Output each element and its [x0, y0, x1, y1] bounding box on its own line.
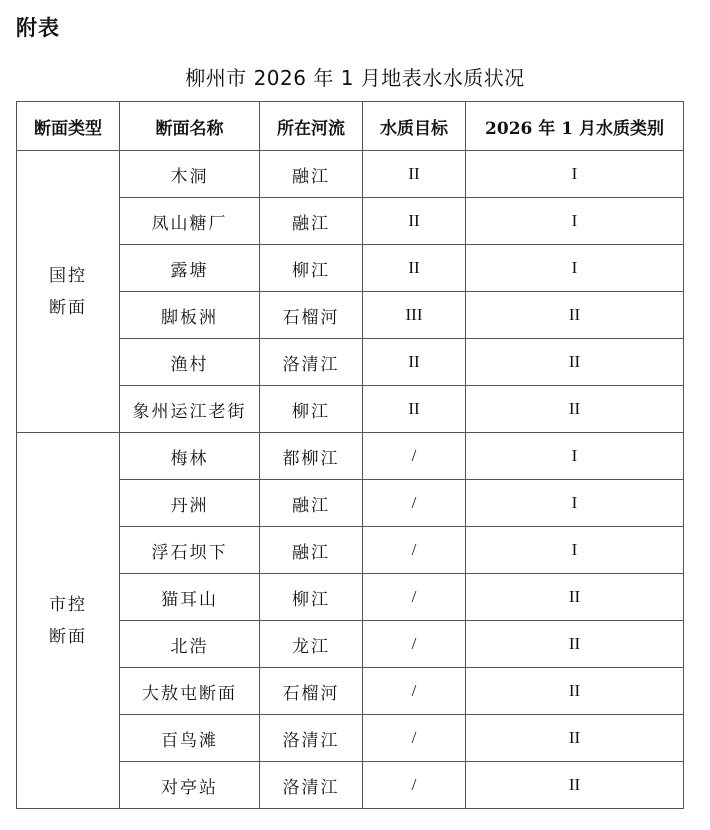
river-cell-text: 柳江 [292, 260, 330, 281]
quality-class-cell: I [466, 433, 684, 480]
river-cell-text: 融江 [292, 495, 330, 516]
section-name-cell [120, 198, 260, 245]
river-cell-text: 洛清江 [282, 354, 340, 375]
river-cell-text: 融江 [292, 213, 330, 234]
target-class-cell: / [363, 574, 466, 621]
section-name-cell-text: 对亭站 [161, 777, 218, 798]
river-cell [260, 621, 363, 668]
target-class-cell: / [363, 762, 466, 809]
river-cell-text: 石榴河 [282, 683, 340, 704]
target-class-cell: II [363, 198, 466, 245]
river-cell [260, 527, 363, 574]
target-class-cell: / [363, 715, 466, 762]
attachment-heading: 附表 [16, 16, 60, 40]
river-cell [260, 339, 363, 386]
section-type-line2: 断面 [49, 297, 87, 318]
section-name-cell [120, 480, 260, 527]
river-cell [260, 198, 363, 245]
section-type-line1: 国控 [49, 265, 87, 286]
quality-class-cell: I [466, 151, 684, 198]
target-class-cell: / [363, 621, 466, 668]
section-name-cell [120, 621, 260, 668]
river-cell [260, 715, 363, 762]
section-name-cell-text: 百鸟滩 [161, 730, 218, 751]
quality-class-cell: I [466, 198, 684, 245]
river-cell-text: 融江 [292, 542, 330, 563]
river-cell [260, 386, 363, 433]
section-name-cell [120, 386, 260, 433]
section-name-cell-text: 露塘 [170, 260, 209, 281]
table-header-row [17, 102, 684, 151]
section-name-cell [120, 433, 260, 480]
section-type-cell [17, 433, 120, 809]
section-name-cell-text: 木洞 [170, 166, 209, 187]
river-cell [260, 151, 363, 198]
river-cell [260, 433, 363, 480]
quality-class-cell: I [466, 527, 684, 574]
section-name-cell [120, 245, 260, 292]
column-header-river: 所在河流 [260, 102, 363, 151]
table-row [17, 433, 684, 480]
table-body [17, 151, 684, 809]
river-cell-text: 石榴河 [282, 307, 340, 328]
target-class-cell: II [363, 386, 466, 433]
river-cell [260, 292, 363, 339]
section-name-cell [120, 715, 260, 762]
section-name-cell [120, 574, 260, 621]
target-class-cell: II [363, 151, 466, 198]
quality-class-cell: I [466, 245, 684, 292]
section-name-cell [120, 339, 260, 386]
quality-class-cell: II [466, 762, 684, 809]
section-name-cell-text: 脚板洲 [161, 307, 218, 328]
quality-class-cell: II [466, 668, 684, 715]
target-class-cell: II [363, 339, 466, 386]
river-cell-text: 洛清江 [282, 730, 340, 751]
quality-class-cell: II [466, 386, 684, 433]
river-cell-text: 融江 [292, 166, 330, 187]
section-name-cell-text: 渔村 [170, 354, 209, 375]
section-name-cell-text: 梅林 [170, 448, 209, 469]
section-type-cell [17, 151, 120, 433]
river-cell [260, 668, 363, 715]
river-cell [260, 245, 363, 292]
column-header-name: 断面名称 [120, 102, 260, 151]
quality-class-cell: I [466, 480, 684, 527]
section-name-cell-text: 象州运江老街 [132, 401, 247, 422]
river-cell-text: 洛清江 [282, 777, 340, 798]
quality-class-cell: II [466, 292, 684, 339]
column-header-class: 2026 年 1 月水质类别 [466, 102, 684, 151]
section-name-cell [120, 292, 260, 339]
table-row [17, 151, 684, 198]
quality-class-cell: II [466, 574, 684, 621]
target-class-cell: / [363, 668, 466, 715]
section-name-cell-text: 北浩 [170, 636, 209, 657]
section-name-cell [120, 762, 260, 809]
target-class-cell: II [363, 245, 466, 292]
column-header-target: 水质目标 [363, 102, 466, 151]
section-type-line1: 市控 [49, 594, 87, 615]
document-title: 柳州市 2026 年 1 月地表水水质状况 [185, 66, 525, 90]
target-class-cell: / [363, 433, 466, 480]
water-quality-table [16, 101, 684, 809]
river-cell-text: 柳江 [292, 589, 330, 610]
section-type-line2: 断面 [49, 626, 87, 647]
section-name-cell-text: 大敖屯断面 [142, 683, 237, 704]
quality-class-cell: II [466, 715, 684, 762]
target-class-cell: / [363, 480, 466, 527]
river-cell [260, 574, 363, 621]
section-name-cell-text: 丹洲 [170, 495, 209, 516]
river-cell-text: 都柳江 [282, 448, 340, 469]
river-cell-text: 柳江 [292, 401, 330, 422]
column-header-type: 断面类型 [17, 102, 120, 151]
target-class-cell: / [363, 527, 466, 574]
river-cell-text: 龙江 [292, 636, 330, 657]
section-name-cell [120, 151, 260, 198]
river-cell [260, 480, 363, 527]
section-name-cell-text: 浮石坝下 [151, 542, 228, 563]
quality-class-cell: II [466, 621, 684, 668]
section-name-cell-text: 猫耳山 [161, 589, 218, 610]
section-name-cell-text: 凤山糖厂 [151, 213, 228, 234]
section-name-cell [120, 527, 260, 574]
river-cell [260, 762, 363, 809]
target-class-cell: III [363, 292, 466, 339]
section-name-cell [120, 668, 260, 715]
quality-class-cell: II [466, 339, 684, 386]
